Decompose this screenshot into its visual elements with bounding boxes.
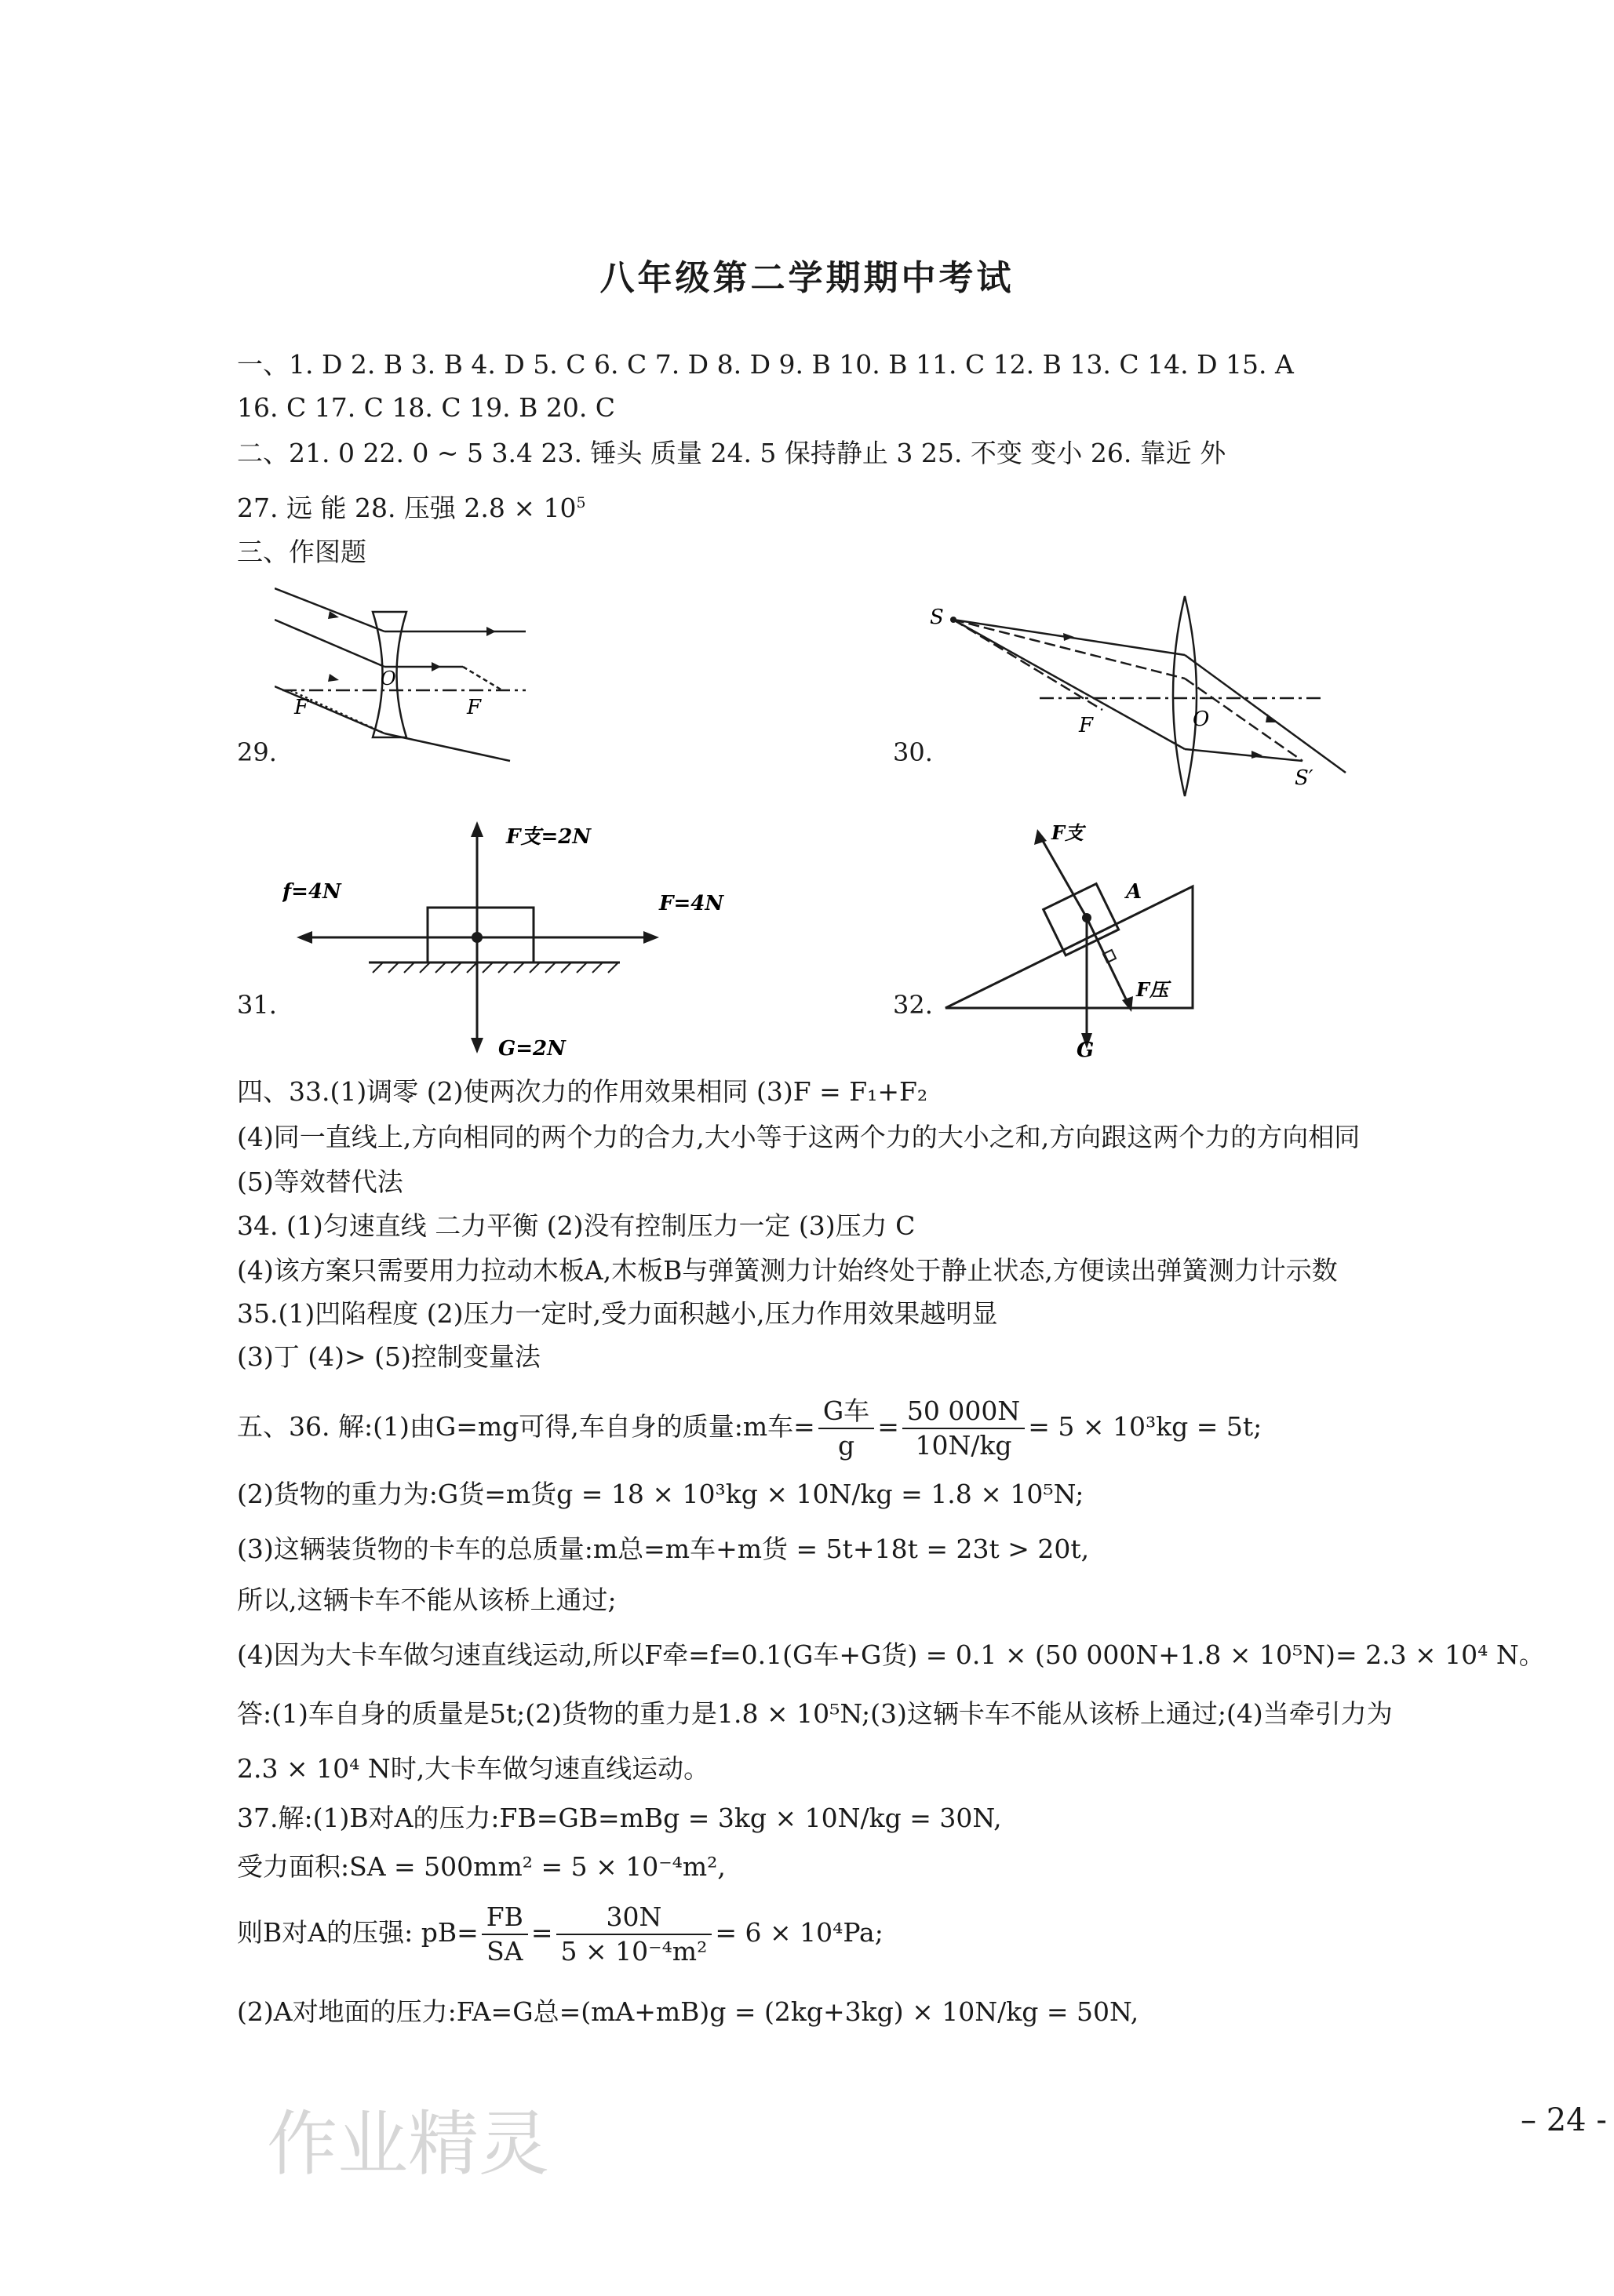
q35-line1: 35.(1)凹陷程度 (2)压力一定时,受力面积越小,压力作用效果越明显 — [237, 1298, 998, 1329]
q37-line1: 37.解:(1)B对A的压力:FB=GB=mBg = 3kg × 10N/kg = 30N, — [237, 1803, 1002, 1833]
q37-frac2-den: 5 × 10⁻⁴m² — [560, 1936, 708, 1967]
sec2-line2 — [237, 493, 586, 524]
q37-prefix: 则B对A的压强: pB= — [237, 1917, 479, 1948]
q36-frac1-den: g — [837, 1430, 855, 1461]
q37-frac1-num: FB — [482, 1902, 528, 1935]
fig31-label-fpull: F=4N — [659, 892, 724, 915]
fig29-label-f-right: F — [467, 696, 482, 719]
q36-eq: = — [877, 1411, 899, 1442]
q33-line1: 四、33.(1)调零 (2)使两次力的作用效果相同 (3)F = F₁+F₂ — [237, 1076, 928, 1107]
q37-line2: 受力面积:SA = 500mm² = 5 × 10⁻⁴m², — [237, 1851, 726, 1882]
q36-line2: (2)货物的重力为:G货=m货g = 18 × 10³kg × 10N/kg = 1.8 × 10⁵N; — [237, 1479, 1084, 1509]
q37-line3 — [237, 1902, 884, 1967]
q36-fraction-1 — [818, 1396, 874, 1461]
q36-fraction-2 — [902, 1396, 1025, 1461]
fig32-diagram — [934, 820, 1216, 1063]
fig32-number: 32. — [893, 990, 933, 1020]
fig29-number: 29. — [237, 737, 277, 767]
fig29-label-o: O — [381, 668, 396, 690]
q36-answer-line2: 2.3 × 10⁴ N时,大卡车做匀速直线运动。 — [237, 1753, 710, 1784]
sec1-line1: 一、1. D 2. B 3. B 4. D 5. C 6. C 7. D 8. D 9. B 10. B 11. C 12. B 13. C 14. D 15. A — [237, 349, 1294, 380]
sec1-line2: 16. C 17. C 18. C 19. B 20. C — [237, 392, 616, 423]
q36-line3: (3)这辆装货物的卡车的总质量:m总=m车+m货 = 5t+18t = 23t > 20t, — [237, 1534, 1090, 1564]
q37-fraction-1 — [482, 1902, 528, 1967]
fig31-label-gravity: G=2N — [498, 1037, 566, 1059]
q36-frac2-num: 50 000N — [902, 1396, 1025, 1429]
fig30-label-s-prime: S′ — [1295, 766, 1313, 790]
q36-answer-line1: 答:(1)车自身的质量是5t;(2)货物的重力是1.8 × 10⁵N;(3)这辆卡车不能从该桥上通过;(4)当牵引力为 — [237, 1698, 1393, 1729]
fig32-label-fsupport: F支 — [1051, 821, 1084, 844]
fig30-label-s: S — [930, 606, 944, 629]
q37-eq: = — [530, 1917, 553, 1948]
fig32-label-a: A — [1126, 880, 1142, 904]
fig30-number: 30. — [893, 737, 933, 767]
sec3-heading: 三、作图题 — [237, 537, 366, 567]
q37-frac2-num: 30N — [556, 1902, 712, 1935]
q35-line2: (3)丁 (4)> (5)控制变量法 — [237, 1341, 541, 1372]
sec2-line2-text: 27. 远 能 28. 压强 2.8 × 10 — [237, 493, 577, 523]
q36-suffix: = 5 × 10³kg = 5t; — [1028, 1411, 1262, 1442]
fig30-label-f: F — [1079, 714, 1094, 737]
block-a — [1044, 884, 1119, 955]
q34-line1: 34. (1)匀速直线 二力平衡 (2)没有控制压力一定 (3)压力 C — [237, 1210, 916, 1241]
fig31-label-fsupport: F支=2N — [506, 825, 592, 849]
fig31-number: 31. — [237, 990, 277, 1020]
fig29-diagram — [275, 584, 534, 765]
q36-line5: (4)因为大卡车做匀速直线运动,所以F牵=f=0.1(G车+G货) = 0.1 × (50 000N+1.8 × 10⁵N)= 2.3 × 10⁴ N。 — [237, 1639, 1545, 1670]
convex-lens — [1173, 596, 1197, 796]
q36-line1 — [237, 1396, 1262, 1461]
q33-line2: (4)同一直线上,方向相同的两个力的合力,大小等于这两个力的大小之和,方向跟这两个力的方向相同 — [237, 1122, 1361, 1152]
page-title: 八年级第二学期期中考试 — [599, 258, 1015, 298]
fig30-label-o: O — [1193, 708, 1210, 731]
q37-fraction-2 — [556, 1902, 712, 1967]
q36-frac1-num: G车 — [818, 1396, 874, 1429]
page-number: – 24 - — [1521, 2102, 1607, 2138]
sec2-line2-exp: 5 — [576, 494, 586, 511]
q34-line2: (4)该方案只需要用力拉动木板A,木板B与弹簧测力计始终处于静止状态,方便读出弹簧测力计示数 — [237, 1255, 1338, 1286]
fig30-diagram — [930, 592, 1369, 804]
fig31-diagram — [282, 820, 753, 1059]
q33-line3: (5)等效替代法 — [237, 1166, 403, 1197]
q37-suffix: = 6 × 10⁴Pa; — [715, 1917, 884, 1948]
q36-line4: 所以,这辆卡车不能从该桥上通过; — [237, 1585, 617, 1615]
sec2-line1: 二、21. 0 22. 0 ~ 5 3.4 23. 锤头 质量 24. 5 保持静止 3 25. 不变 变小 26. 靠近 外 — [237, 438, 1226, 468]
q36-frac2-den: 10N/kg — [915, 1430, 1012, 1461]
fig32-label-gravity: G — [1077, 1039, 1095, 1062]
q37-line4: (2)A对地面的压力:FA=G总=(mA+mB)g = (2kg+3kg) × 10N/kg = 50N, — [237, 1996, 1139, 2027]
q37-frac1-den: SA — [486, 1936, 523, 1967]
q36-prefix: 五、36. 解:(1)由G=mg可得,车自身的质量:m车= — [237, 1411, 815, 1442]
fig31-label-friction: f=4N — [282, 880, 341, 904]
watermark: 作业精灵 — [267, 2103, 549, 2185]
fig32-label-fpress: F压 — [1136, 978, 1169, 1001]
fig29-label-f-left: F — [294, 696, 309, 719]
